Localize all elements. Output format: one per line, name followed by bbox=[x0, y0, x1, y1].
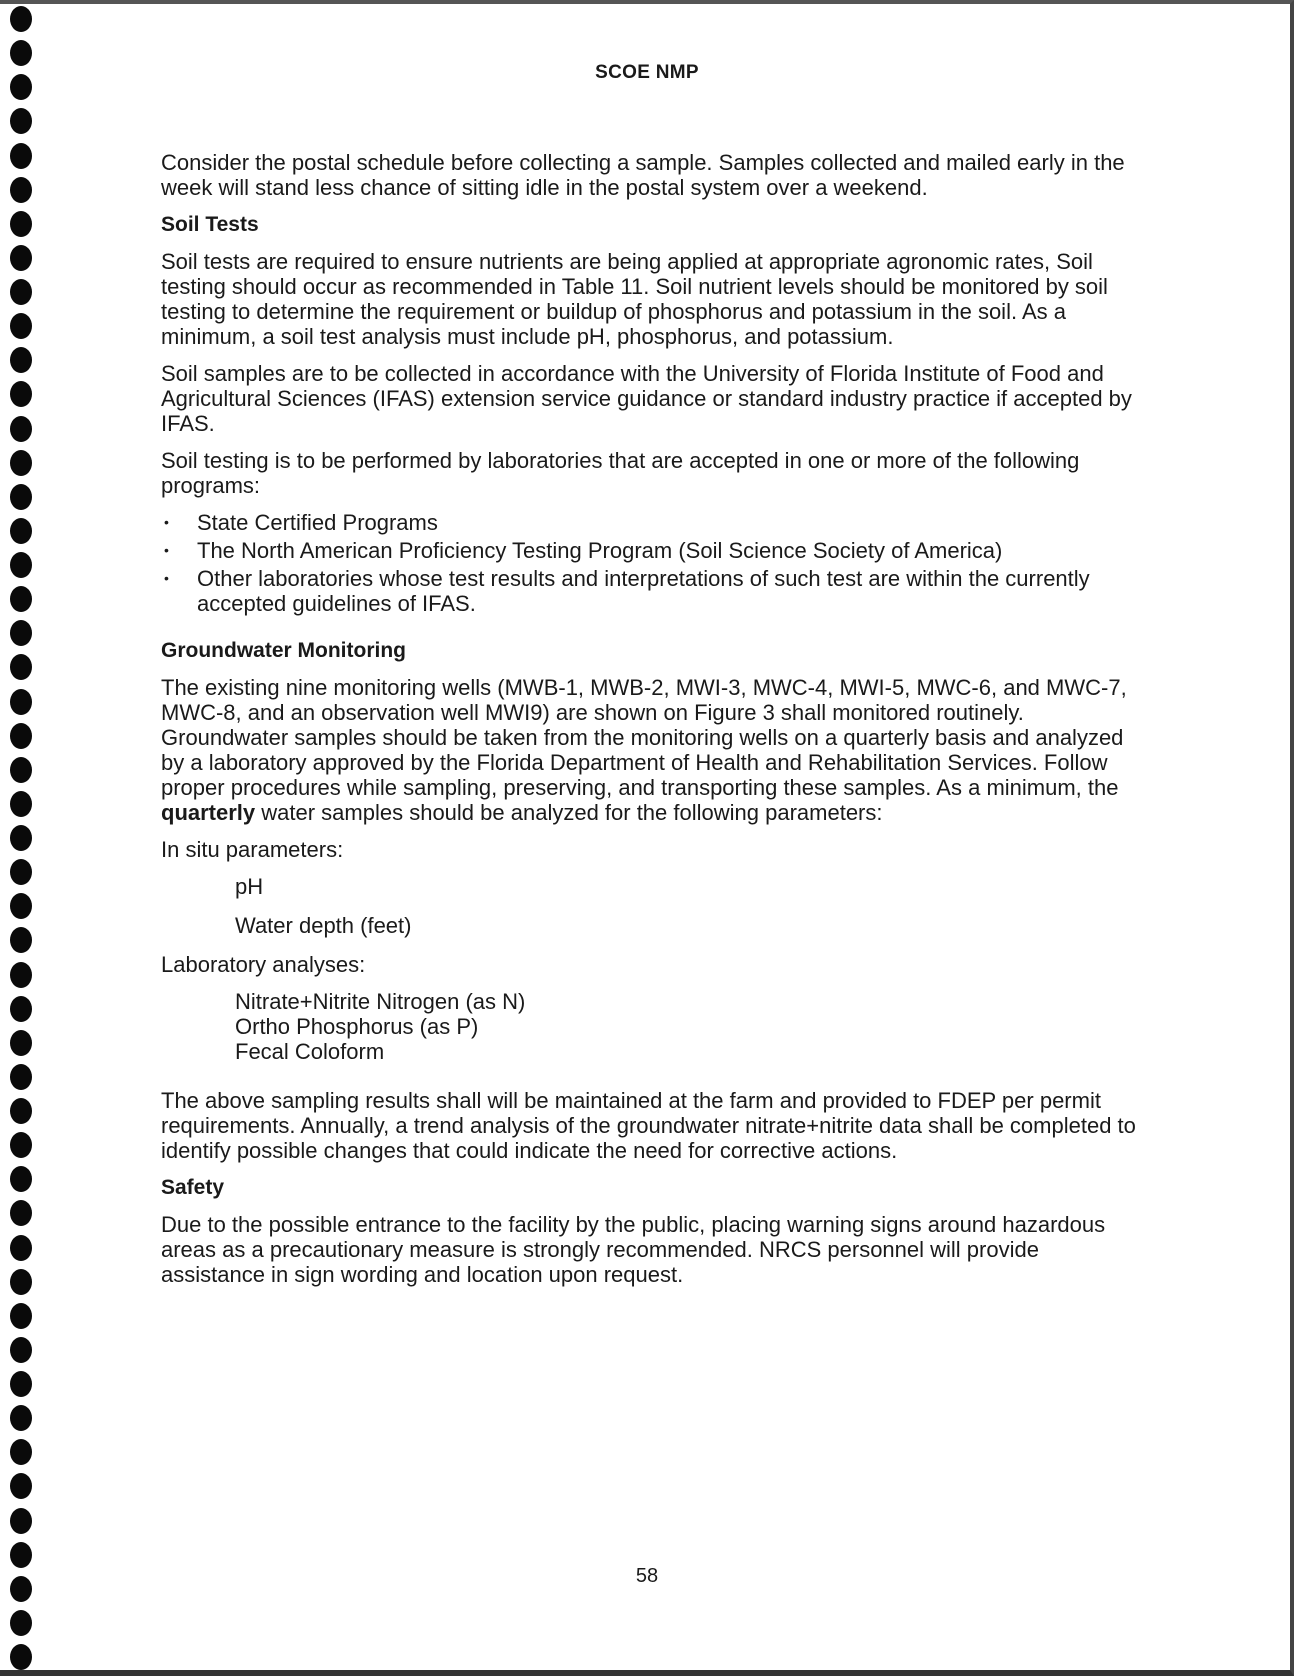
binding-hole bbox=[10, 962, 32, 988]
intro-paragraph: Consider the postal schedule before collecting a sample. Samples collected and mailed early in the week will stand less chance of sitting idle in the postal system over a weekend. bbox=[161, 150, 1125, 200]
binding-hole bbox=[10, 927, 32, 953]
binding-hole bbox=[10, 1371, 32, 1397]
binding-hole bbox=[10, 450, 32, 476]
binding-hole bbox=[10, 1439, 32, 1465]
soil-tests-heading: Soil Tests bbox=[161, 213, 259, 236]
bullet-icon: • bbox=[164, 570, 169, 586]
binding-hole bbox=[10, 689, 32, 715]
binding-hole bbox=[10, 586, 32, 612]
binding-hole bbox=[10, 143, 32, 169]
quarterly-emphasis: quarterly bbox=[161, 800, 256, 825]
binding-hole bbox=[10, 996, 32, 1022]
binding-hole bbox=[10, 1166, 32, 1192]
list-item-text: The North American Proficiency Testing Program (Soil Science Society of America) bbox=[197, 538, 1003, 563]
binding-holes bbox=[10, 6, 34, 1670]
binding-hole bbox=[10, 1098, 32, 1124]
soil-tests-paragraph-1: Soil tests are required to ensure nutrients are being applied at appropriate agronomic rates, Soil testing should occur as recommended in Table 11. Soil nutrient levels should be monitored by soil testing to determine the requirement or buildup of phosphorus and potassium in the soil. As a minimum, a soil test analysis must include pH, phosphorus, and potassium. bbox=[161, 249, 1108, 349]
page-content bbox=[161, 150, 1146, 1299]
binding-hole bbox=[10, 381, 32, 407]
binding-hole bbox=[10, 893, 32, 919]
lab-analyses-label: Laboratory analyses: bbox=[161, 952, 366, 977]
binding-hole bbox=[10, 1405, 32, 1431]
list-item bbox=[164, 566, 1146, 616]
groundwater-paragraph-2: The above sampling results shall will be maintained at the farm and provided to FDEP per permit requirements. Annually, a trend analysis of the groundwater nitrate+nitrite data shall be completed to identify possible changes that could indicate the need for corrective actions. bbox=[161, 1088, 1136, 1163]
list-item-text: Other laboratories whose test results and interpretations of such test are within the currently accepted guidelines of IFAS. bbox=[197, 566, 1090, 616]
binding-hole bbox=[10, 620, 32, 646]
binding-hole bbox=[10, 1644, 32, 1670]
binding-hole bbox=[10, 279, 32, 305]
binding-hole bbox=[10, 1030, 32, 1056]
binding-hole bbox=[10, 757, 32, 783]
lab-analysis-item: Nitrate+Nitrite Nitrogen (as N) bbox=[235, 989, 526, 1014]
binding-hole bbox=[10, 791, 32, 817]
groundwater-text-part: The existing nine monitoring wells (MWB-1, MWB-2, MWI-3, MWC-4, MWI-5, MWC-6, and MWC-7, MWC-8, and an observation well MWI9) are shown on Figure 3 shall monitored routinely. Groundwater samples should be taken from the monitoring wells on a quarterly basis and analyzed by a laboratory approved by the Florida Department of Health and Rehabilitation Services. Follow proper procedures while sampling, preserving, and transporting these samples. As a minimum, the bbox=[161, 675, 1127, 800]
insitu-parameter: pH bbox=[235, 874, 264, 899]
binding-hole bbox=[10, 1303, 32, 1329]
lab-analysis-item: Ortho Phosphorus (as P) bbox=[235, 1014, 479, 1039]
binding-hole bbox=[10, 1064, 32, 1090]
binding-hole bbox=[10, 1132, 32, 1158]
soil-tests-paragraph-3: Soil testing is to be performed by laboratories that are accepted in one or more of the following programs: bbox=[161, 448, 1080, 498]
groundwater-text-part: water samples should be analyzed for the following parameters: bbox=[255, 800, 883, 825]
page-number: 58 bbox=[635, 1565, 659, 1587]
binding-hole bbox=[10, 825, 32, 851]
binding-hole bbox=[10, 347, 32, 373]
programs-list bbox=[161, 510, 1146, 616]
safety-heading: Safety bbox=[161, 1176, 225, 1199]
binding-hole bbox=[10, 1235, 32, 1261]
binding-hole bbox=[10, 6, 32, 32]
binding-hole bbox=[10, 723, 32, 749]
groundwater-paragraph-1 bbox=[161, 675, 1146, 825]
list-item-text: State Certified Programs bbox=[197, 510, 438, 535]
binding-hole bbox=[10, 245, 32, 271]
binding-hole bbox=[10, 1337, 32, 1363]
list-item bbox=[164, 510, 1146, 535]
binding-hole bbox=[10, 1200, 32, 1226]
lab-analyses-list bbox=[161, 989, 1146, 1064]
binding-hole bbox=[10, 859, 32, 885]
list-item bbox=[164, 538, 1146, 563]
binding-hole bbox=[10, 313, 32, 339]
safety-paragraph: Due to the possible entrance to the facility by the public, placing warning signs around hazardous areas as a precautionary measure is strongly recommended. NRCS personnel will provide assistance in sign wording and location upon request. bbox=[161, 1212, 1106, 1287]
binding-hole bbox=[10, 1610, 32, 1636]
soil-tests-paragraph-2: Soil samples are to be collected in accordance with the University of Florida Institute of Food and Agricultural Sciences (IFAS) extension service guidance or standard industry practice if accepted by IFAS. bbox=[161, 361, 1132, 436]
binding-hole bbox=[10, 484, 32, 510]
binding-hole bbox=[10, 211, 32, 237]
binding-hole bbox=[10, 518, 32, 544]
binding-hole bbox=[10, 177, 32, 203]
binding-hole bbox=[10, 416, 32, 442]
lab-analysis-item: Fecal Coloform bbox=[235, 1039, 385, 1064]
insitu-label: In situ parameters: bbox=[161, 837, 344, 862]
bullet-icon: • bbox=[164, 514, 169, 530]
binding-hole bbox=[10, 1473, 32, 1499]
binding-hole bbox=[10, 1269, 32, 1295]
groundwater-heading: Groundwater Monitoring bbox=[161, 639, 406, 662]
binding-hole bbox=[10, 108, 32, 134]
binding-hole bbox=[10, 1508, 32, 1534]
insitu-parameter: Water depth (feet) bbox=[235, 913, 412, 938]
bullet-icon: • bbox=[164, 542, 169, 558]
binding-hole bbox=[10, 552, 32, 578]
binding-hole bbox=[10, 654, 32, 680]
page-header: SCOE NMP bbox=[595, 62, 699, 83]
binding-hole bbox=[10, 1542, 32, 1568]
